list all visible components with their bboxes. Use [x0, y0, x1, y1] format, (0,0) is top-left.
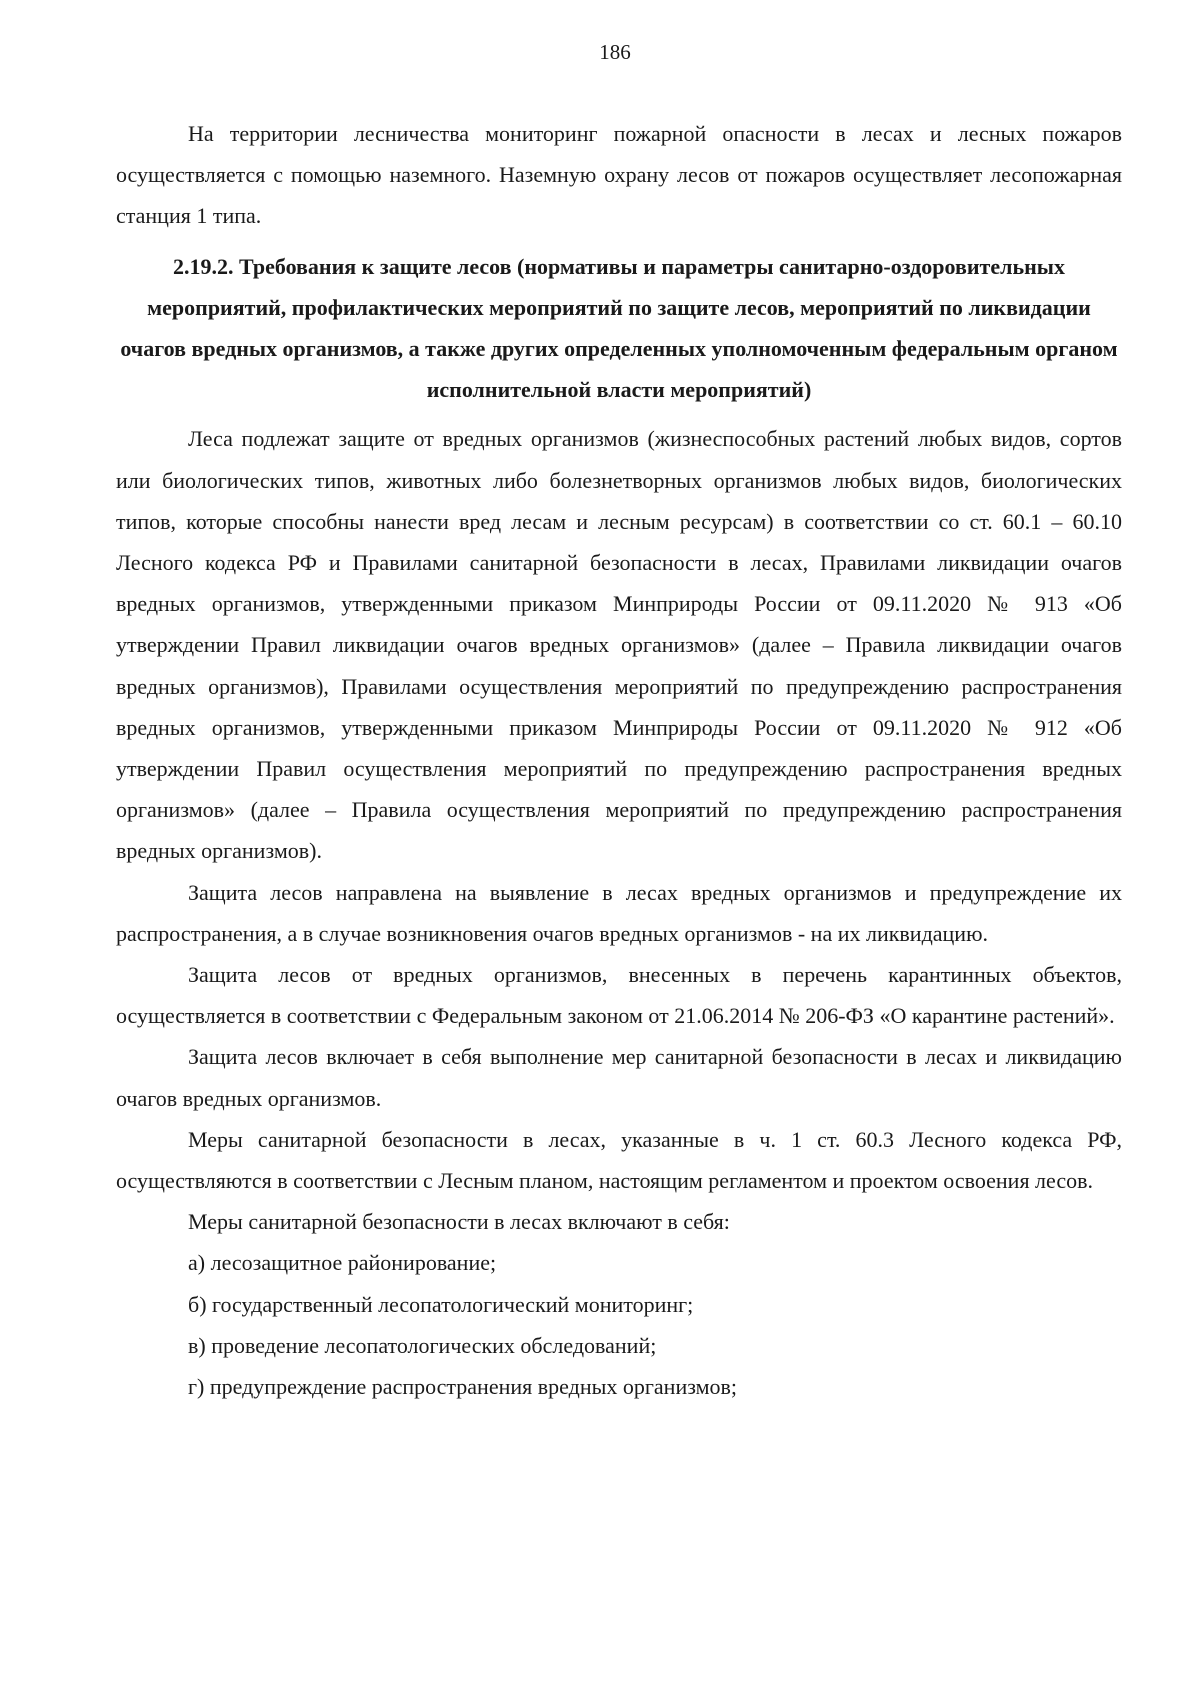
intro-paragraph: На территории лесничества мониторинг пожарной опасности в лесах и лесных пожаров осуществляется с помощью наземного. Наземную охрану лесов от пожаров осуществляет лесопожарная станция 1 типа.	[116, 121, 1122, 229]
page-number: 186	[599, 40, 631, 64]
paragraph-measures-list-intro: Меры санитарной безопасности в лесах включают в себя:	[188, 1209, 730, 1235]
list-item-b: б) государственный лесопатологический мониторинг;	[188, 1291, 694, 1317]
paragraph-quarantine: Защита лесов от вредных организмов, внесенных в перечень карантинных объектов, осуществляется в соответствии с Федеральным законом от 21.06.2014 № 206-ФЗ «О карантине растений».	[116, 962, 1122, 1029]
list-item-a: а) лесозащитное районирование;	[188, 1250, 497, 1276]
paragraph-sanitary-measures: Меры санитарной безопасности в лесах, указанные в ч. 1 ст. 60.3 Лесного кодекса РФ, осуществляются в соответствии с Лесным планом, настоящим регламентом и проектом освоения лесов.	[116, 1126, 1122, 1194]
list-item-c: в) проведение лесопатологических обследований;	[188, 1332, 657, 1358]
section-heading: 2.19.2. Требования к защите лесов (нормативы и параметры санитарно-оздоровительных мероприятий, профилактических мероприятий по защите лесов, мероприятий по ликвидации очагов вредных организмов, а также других определенных уполномоченным федеральным органом исполнительной власти мероприятий)	[120, 253, 1118, 403]
paragraph-protection-aim: Защита лесов направлена на выявление в лесах вредных организмов и предупреждение их распространения, а в случае возникновения очагов вредных организмов - на их ликвидацию.	[116, 879, 1122, 946]
document-body	[116, 113, 1122, 1407]
paragraph-protection-includes: Защита лесов включает в себя выполнение мер санитарной безопасности в лесах и ликвидацию очагов вредных организмов.	[116, 1044, 1122, 1111]
list-item-d: г) предупреждение распространения вредных организмов;	[188, 1374, 738, 1400]
paragraph-pests-protection: Леса подлежат защите от вредных организмов (жизнеспособных растений любых видов, сортов или биологических типов, животных либо болезнетворных организмов любых видов, биологических типов, которые способны нанести вред лесам и лесным ресурсам) в соответствии со ст. 60.1 – 60.10 Лесного кодекса РФ и Правилами санитарной безопасности в лесах, Правилами ликвидации очагов вредных организмов, утвержденными приказом Минприроды России от 09.11.2020 № 913 «Об утверждении Правил ликвидации очагов вредных организмов» (далее – Правила ликвидации очагов вредных организмов), Правилами осуществления мероприятий по предупреждению распространения вредных организмов, утвержденными приказом Минприроды России от 09.11.2020 № 912 «Об утверждении Правил осуществления мероприятий по предупреждению распространения вредных организмов» (далее – Правила осуществления мероприятий по предупреждению распространения вредных организмов).	[116, 426, 1122, 864]
